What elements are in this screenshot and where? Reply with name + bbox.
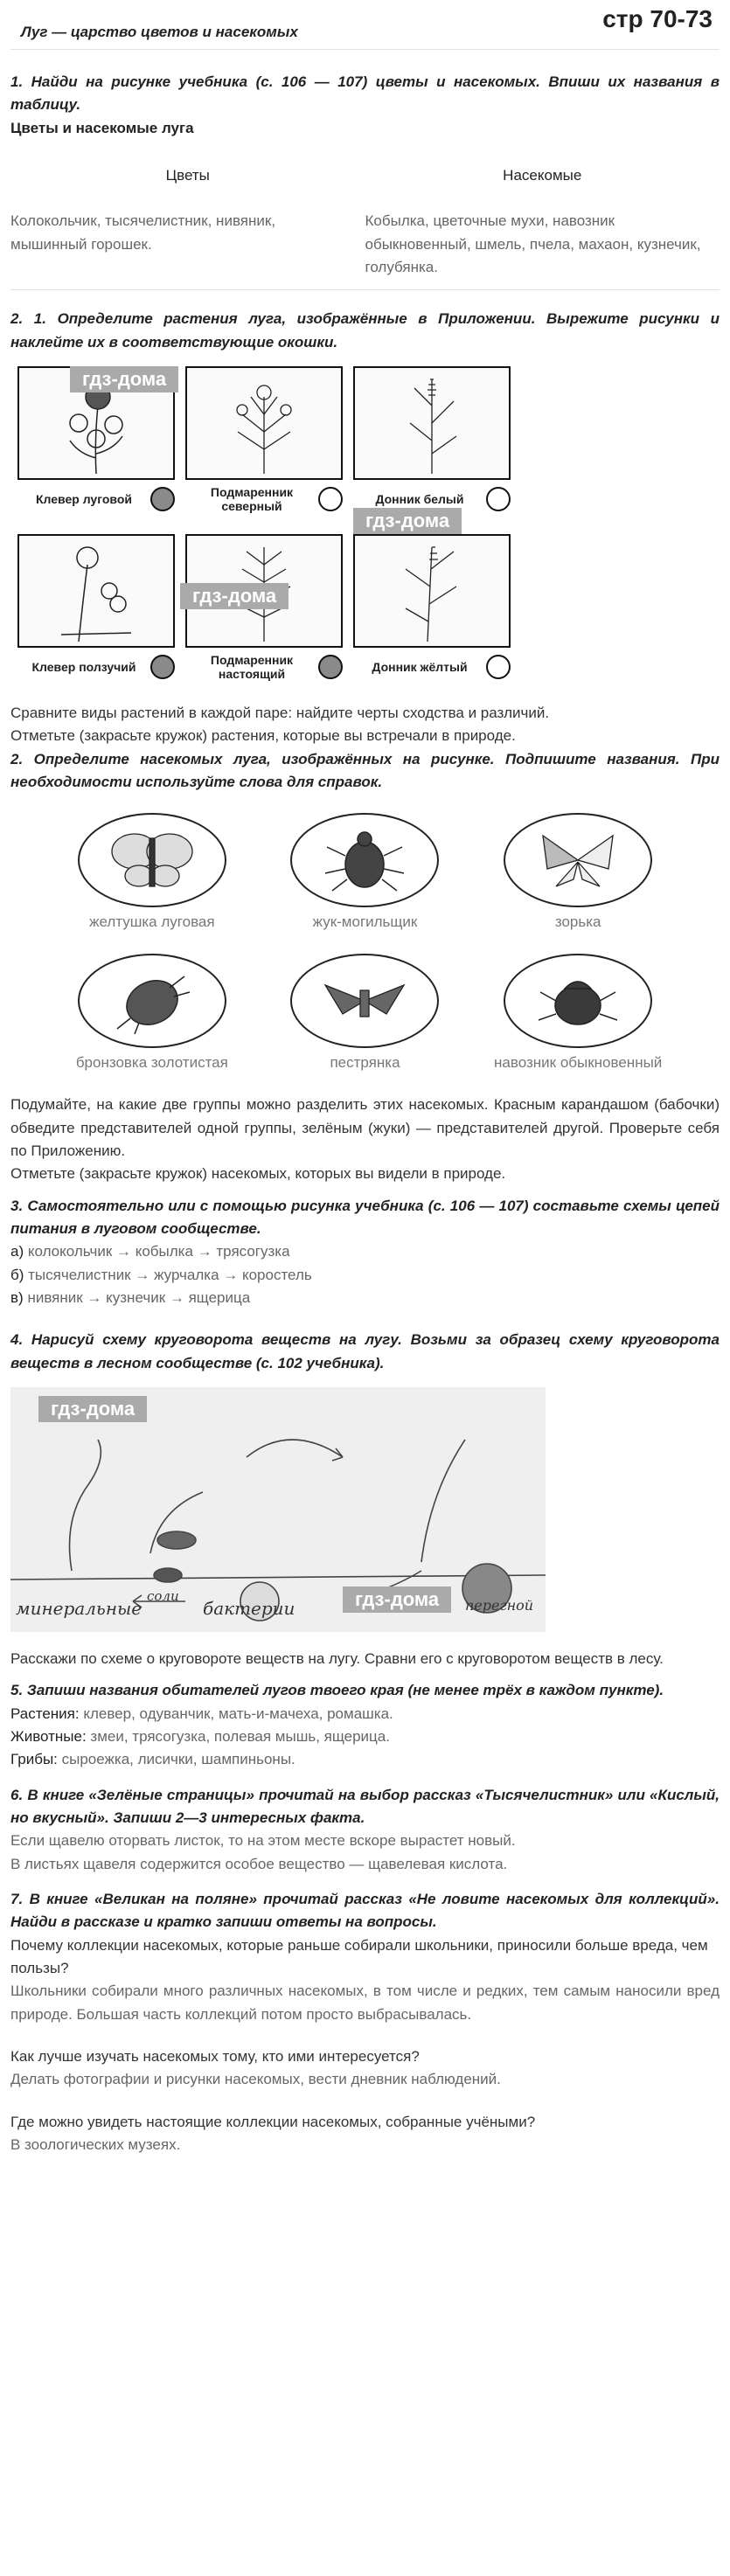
beetle-icon [290, 813, 439, 907]
food-chain [10, 1287, 720, 1309]
answer-row [10, 1748, 720, 1771]
flowers-answer: Колокольчик, тысячелистник, нивяник, мышинный горошек. [10, 212, 276, 253]
seen-checkbox[interactable] [150, 655, 175, 679]
butterfly-icon [78, 813, 226, 907]
plant-card [185, 366, 343, 520]
fact: Если щавелю оторвать листок, то на этом месте вскоре вырастет новый. [10, 1832, 516, 1850]
plant-label: Подмаренник настоящий [210, 653, 294, 682]
question: Почему коллекции насекомых, которые раньше собирали школьники, приносили больше вреда, чем пользы? [10, 1936, 708, 1977]
page-title: Луг — царство цветов и насекомых [21, 24, 298, 40]
question: Как лучше изучать насекомых тому, кто ими интересуется? [10, 2048, 420, 2066]
diagram-label: соли [147, 1587, 179, 1604]
task5-prompt: 5. Запиши названия обитателей лугов твоего края (не менее трёх в каждом пункте). [10, 1682, 664, 1699]
butterfly-icon [504, 813, 652, 907]
food-chain [10, 1264, 720, 1287]
answer: В зоологических музеях. [10, 2136, 181, 2154]
beetle-icon [78, 954, 226, 1048]
task7-prompt: 7. В книге «Великан на поляне» прочитай рассказ «Не ловите насекомых для коллекций». Найди в рассказе и кратко запиши ответы на вопросы. [10, 1891, 720, 1931]
food-chain [10, 1240, 720, 1263]
chain-letter: б) [10, 1266, 24, 1283]
divider [10, 289, 720, 290]
chain-text: тысячелистник → журчалка → коростель [28, 1266, 312, 1283]
chain-letter: а) [10, 1243, 24, 1260]
column-header-flowers: Цветы [165, 167, 210, 184]
seen-checkbox[interactable] [486, 487, 511, 511]
moth-icon [290, 954, 439, 1048]
watermark: гдз-дома [353, 508, 462, 534]
plant-label: Клевер луговой [36, 492, 132, 507]
insect-label: пестрянка [330, 1053, 400, 1071]
plant-card [185, 534, 343, 688]
fact: В листьях щавеля содержится особое вещество — щавелевая кислота. [10, 1855, 508, 1872]
clover-icon [17, 534, 175, 648]
answer: Делать фотографии и рисунки насекомых, вести дневник наблюдений. [10, 2071, 501, 2088]
insect-label: бронзовка золотистая [75, 1053, 228, 1071]
question: Где можно увидеть настоящие коллекции насекомых, собранные учёными? [10, 2113, 536, 2130]
seen-checkbox[interactable] [150, 487, 175, 511]
retell-instruction: Расскажи по схеме о круговороте веществ на лугу. Сравни его с круговоротом веществ в лесу. [10, 1649, 664, 1667]
watermark: гдз-дома [70, 366, 178, 392]
watermark: гдз-дома [180, 583, 289, 609]
groups-instruction: Подумайте, на какие две группы можно разделить этих насекомых. Красным карандашом (бабочки) обведите представителей одной группы, зелёным (жуки) — представителей другой. Проверьте себя по Приложению. [10, 1096, 720, 1159]
bedstraw-icon [185, 366, 343, 480]
seen-checkbox[interactable] [486, 655, 511, 679]
plant-label: Клевер ползучий [31, 660, 136, 675]
task2-insects-prompt: 2. Определите насекомых луга, изображённых на рисунке. Подпишите названия. При необходимости используйте слова для справок. [10, 750, 720, 791]
plant-card [353, 510, 511, 688]
task6-prompt: 6. В книге «Зелёные страницы» прочитай на выбор рассказ «Тысячелистник» или «Кислый, но вкусный». Запиши 2—3 интересных факта. [10, 1786, 720, 1826]
insect-card [259, 813, 472, 934]
compare-instruction: Сравните виды растений в каждой паре: найдите черты сходства и различий. [10, 705, 550, 722]
insect-card [471, 813, 685, 934]
insect-label: желтушка луговая [89, 913, 215, 931]
insect-card [471, 954, 685, 1074]
row-value: клевер, одуванчик, мать-и-мачеха, ромашка. [83, 1705, 393, 1722]
answer-row [10, 1703, 720, 1725]
column-header-insects: Насекомые [503, 167, 582, 184]
seen-checkbox[interactable] [318, 655, 343, 679]
seen-checkbox[interactable] [318, 487, 343, 511]
watermark: гдз-дома [343, 1587, 451, 1613]
insect-card [45, 813, 259, 934]
diagram-label: перегной [465, 1596, 534, 1614]
task1-prompt: 1. Найди на рисунке учебника (с. 106 — 107) цветы и насекомых. Впиши их названия в таблицу. [10, 73, 720, 114]
page-header [10, 0, 720, 42]
answer: Школьники собирали много различных насекомых, в том числе и редких, тем самым наносили вред природе. Большая часть коллекций потом просто выбрасывалась. [10, 1982, 720, 2023]
plant-card [353, 366, 511, 520]
chain-text: нивяник → кузнечик → ящерица [27, 1288, 251, 1306]
row-value: сыроежка, лисички, шампиньоны. [61, 1751, 295, 1768]
row-label: Грибы: [10, 1751, 58, 1768]
task2-prompt: 2. 1. Определите растения луга, изображённые в Приложении. Вырежите рисунки и наклейте их в соответствующие окошки. [10, 310, 720, 351]
insect-label: навозник обыкновенный [494, 1053, 663, 1071]
food-chains-list [10, 1240, 720, 1309]
plant-label: Донник жёлтый [372, 660, 468, 675]
mark-instruction: Отметьте (закрасьте кружок) растения, которые вы встречали в природе. [10, 727, 516, 745]
page-reference: стр 70-73 [602, 5, 713, 32]
task1-table-title: Цветы и насекомые луга [10, 119, 194, 136]
answer-row [10, 1725, 720, 1748]
chain-text: колокольчик → кобылка → трясогузка [27, 1243, 290, 1260]
plants-grid [17, 366, 720, 688]
insect-card [259, 954, 472, 1074]
divider [10, 49, 720, 50]
insects-answer: Кобылка, цветочные мухи, навозник обыкновенный, шмель, пчела, махаон, кузнечик, голубянка. [365, 212, 701, 276]
plant-card [17, 534, 175, 688]
diagram-label: бактерии [203, 1597, 295, 1619]
row-label: Животные: [10, 1727, 87, 1745]
nutrient-cycle-diagram [10, 1387, 546, 1632]
chain-letter: в) [10, 1288, 24, 1306]
diagram-label: минеральные [16, 1597, 143, 1619]
melilot-icon [353, 534, 511, 648]
row-value: змеи, трясогузка, полевая мышь, ящерица. [90, 1727, 390, 1745]
row-label: Растения: [10, 1705, 80, 1722]
flowers-insects-table [10, 149, 720, 282]
plant-card [17, 366, 175, 520]
plant-label: Донник белый [375, 492, 464, 507]
watermark: гдз-дома [38, 1396, 147, 1422]
insects-grid [45, 813, 685, 1074]
seen-instruction: Отметьте (закрасьте кружок) насекомых, которых вы видели в природе. [10, 1165, 506, 1183]
insect-label: жук-могильщик [312, 913, 418, 931]
insect-card [45, 954, 259, 1074]
task3-prompt: 3. Самостоятельно или с помощью рисунка учебника (с. 106 — 107) составьте схемы цепей питания в луговом сообществе. [10, 1197, 720, 1237]
task4-prompt: 4. Нарисуй схему круговорота веществ на лугу. Возьми за образец схему круговорота веществ в лесном сообществе (с. 102 учебника). [10, 1331, 720, 1371]
melilot-icon [353, 366, 511, 480]
plant-label: Подмаренник северный [210, 485, 294, 514]
beetle-icon [504, 954, 652, 1048]
insect-label: зорька [554, 913, 601, 931]
